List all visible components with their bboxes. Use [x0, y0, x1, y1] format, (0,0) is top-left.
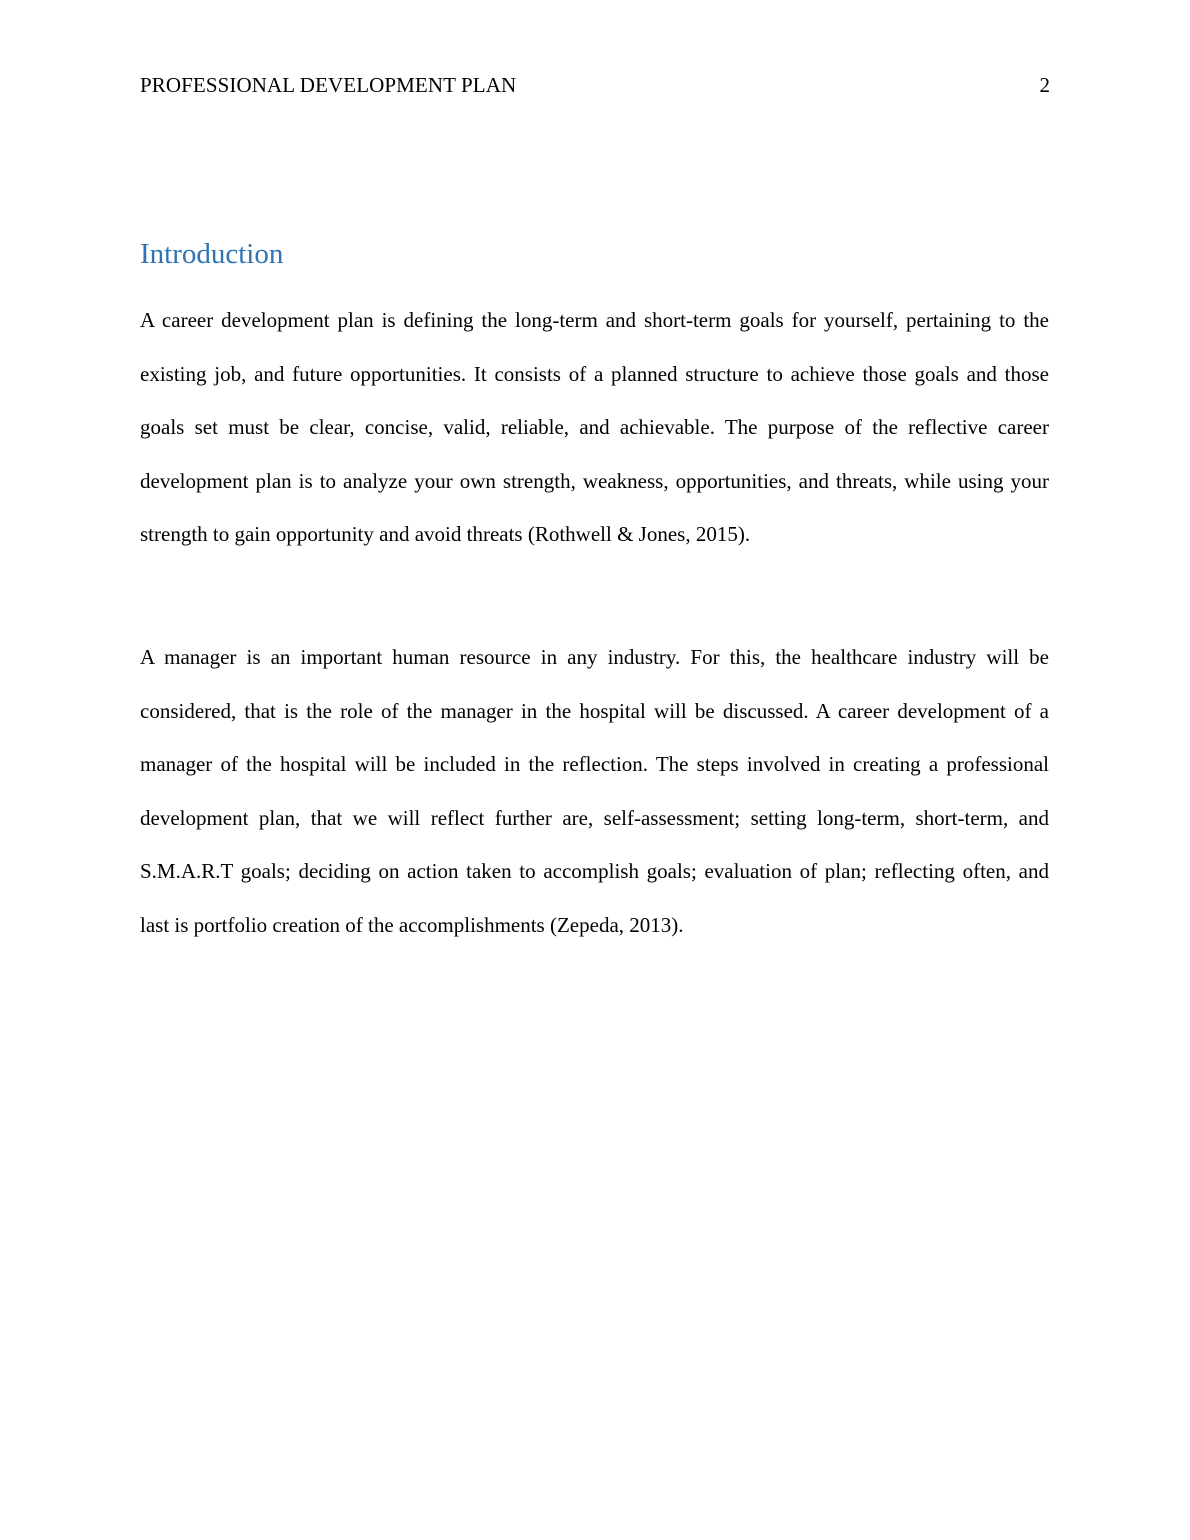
paragraph-2: A manager is an important human resource in any industry. For this, the healthcare industry will be considered, that is the role of the manager in the hospital will be discussed. A career development of a manager of the hospital will be included in the reflection. The steps involved in creating a professional development plan, that we will reflect further are, self-assessment; setting long-term, short-term, and S.M.A.R.T goals; deciding on action taken to accomplish goals; evaluation of plan; reflecting often, and last is portfolio creation of the accomplishments (Zepeda, 2013).	[140, 645, 1049, 937]
page-number: 2	[1039, 73, 1050, 97]
section-heading: Introduction	[140, 238, 284, 270]
page-header	[140, 70, 1050, 100]
running-title: PROFESSIONAL DEVELOPMENT PLAN	[140, 73, 517, 97]
paragraph-1: A career development plan is defining the long-term and short-term goals for yourself, pertaining to the existing job, and future opportunities. It consists of a planned structure to achieve those goals and those goals set must be clear, concise, valid, reliable, and achievable. The purpose of the reflective career development plan is to analyze your own strength, weakness, opportunities, and threats, while using your strength to gain opportunity and avoid threats (Rothwell & Jones, 2015).	[140, 308, 1049, 547]
